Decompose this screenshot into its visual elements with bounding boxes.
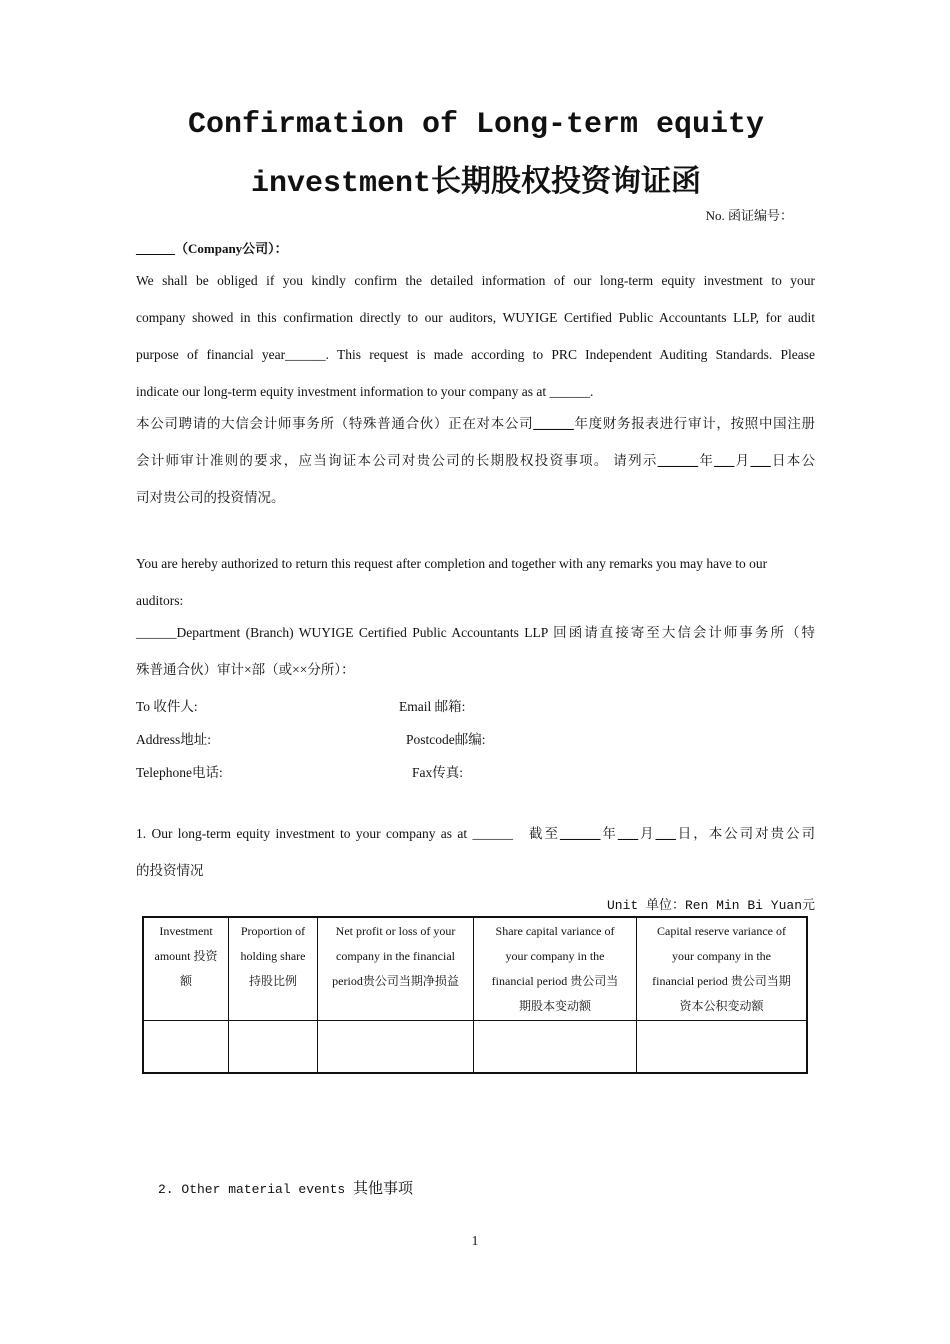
header-text: financial period 贵公司当: [491, 974, 619, 988]
section-1-text: 日，本公司对贵公司: [675, 826, 816, 841]
intro-cn-blank: ___: [750, 453, 771, 468]
intro-en-line: purpose of financial year______. This request is made according to PRC Independent Auditing Standards. Please: [136, 347, 815, 362]
section-1-line-2: 的投资情况: [136, 863, 204, 878]
section-1-text: 年: [600, 826, 618, 841]
header-text: 额: [179, 974, 192, 988]
header-text: 期股本变动额: [518, 999, 591, 1013]
email-label: Email 邮箱:: [399, 699, 466, 714]
addressee: [136, 238, 288, 257]
section-1-line-1: [136, 815, 815, 852]
title-en: investment: [250, 167, 432, 201]
header-text: Share capital variance of: [495, 924, 615, 938]
intro-cn-line-2: [136, 442, 815, 479]
authorize-line: auditors:: [136, 593, 184, 608]
cell-capital-reserve-variance[interactable]: [637, 1021, 808, 1074]
addressee-suffix: （Company公司）：: [175, 241, 288, 256]
header-capital-reserve-variance: [637, 917, 808, 1021]
fax-label: Fax传真:: [412, 765, 464, 780]
header-investment-amount: [143, 917, 229, 1021]
section-1-text: 1. Our long-term equity investment to your company as at ______ 截至: [136, 826, 560, 841]
section-1-blank: ___: [617, 826, 639, 841]
postcode-label: Postcode邮编:: [406, 732, 486, 747]
cell-net-profit[interactable]: [318, 1021, 474, 1074]
header-text: amount 投资: [154, 949, 218, 963]
intro-en-line: company showed in this confirmation directly to our auditors, WUYIGE Certified Public Accountants LLP, for audit: [136, 310, 815, 325]
header-text: financial period 贵公司当期: [652, 974, 791, 988]
telephone-label: Telephone电话:: [136, 765, 223, 780]
section-2-en: 2. Other material events: [158, 1182, 354, 1197]
section-1-text: 月: [638, 826, 656, 841]
authorize-line: You are hereby authorized to return this request after completion and together with any remarks you may have to our: [136, 556, 768, 571]
intro-cn-text: 本公司聘请的大信会计师事务所（特殊普通合伙）正在对本公司: [136, 416, 534, 431]
header-proportion: [229, 917, 318, 1021]
header-text: Net profit or loss of your: [335, 924, 456, 938]
title-line-1: Confirmation of Long-term equity: [187, 108, 765, 142]
recipient-label: To 收件人:: [136, 699, 198, 714]
table-row: [143, 1021, 807, 1074]
section-1-blank: ___: [655, 826, 676, 841]
header-net-profit: [318, 917, 474, 1021]
title-line-2: [136, 156, 816, 201]
intro-cn-line-3: 司对贵公司的投资情况。: [136, 490, 285, 505]
authorization-text: [136, 545, 815, 619]
header-text: your company in the: [672, 949, 771, 963]
header-text: Investment: [159, 924, 213, 938]
intro-cn-blank: ___: [714, 453, 735, 468]
table-header-row: [143, 917, 807, 1021]
intro-en-line: We shall be obliged if you kindly confirm the detailed information of our long-term equity investment to your: [136, 273, 815, 288]
intro-english: [136, 262, 815, 410]
cell-investment-amount[interactable]: [143, 1021, 229, 1074]
document-number: No. 函证编号：: [705, 208, 793, 223]
header-text: period贵公司当期净损益: [332, 974, 459, 988]
section-2-heading: [158, 1177, 413, 1198]
intro-cn-line-1: [136, 405, 815, 442]
cell-share-capital-variance[interactable]: [474, 1021, 637, 1074]
intro-cn-text: 日本公: [770, 453, 816, 468]
intro-cn-text: 月: [734, 453, 751, 468]
department-text: [136, 614, 815, 688]
intro-cn-text: 会计师审计准则的要求，应当询证本公司对贵公司的长期股权投资事项。 请列示: [136, 453, 658, 468]
intro-cn-text: 年度财务报表进行审计，按照中国注册: [573, 416, 816, 431]
title-cn: 长期股权投资询证函: [431, 164, 702, 199]
intro-chinese: [136, 405, 815, 516]
header-share-capital-variance: [474, 917, 637, 1021]
header-text: Capital reserve variance of: [657, 924, 786, 938]
section-1-blank: ______: [559, 826, 601, 841]
header-text: Proportion of: [240, 924, 306, 938]
addressee-blank: ______: [136, 241, 175, 256]
unit-label: Unit 单位：Ren Min Bi Yuan元: [606, 898, 815, 913]
intro-cn-blank: ______: [533, 416, 574, 431]
header-text: 资本公积变动额: [679, 999, 764, 1013]
header-text: company in the financial: [336, 949, 455, 963]
section-2-cn: 其他事项: [353, 1179, 414, 1197]
section-1-heading: [136, 815, 815, 889]
header-text: holding share: [240, 949, 306, 963]
header-text: 持股比例: [248, 974, 297, 988]
department-line: ______Department (Branch) WUYIGE Certified Public Accountants LLP 回函请直接寄至大信会计师事务所（特: [136, 625, 815, 640]
investment-table: [142, 916, 808, 1074]
department-line: 殊普通合伙）审计×部（或××分所）：: [136, 662, 355, 677]
intro-en-line: indicate our long-term equity investment information to your company as at ______.: [136, 384, 594, 399]
address-label: Address地址:: [136, 732, 211, 747]
page-number: 1: [471, 1233, 479, 1248]
intro-cn-text: 年: [698, 453, 715, 468]
header-text: your company in the: [505, 949, 605, 963]
cell-proportion[interactable]: [229, 1021, 318, 1074]
intro-cn-blank: ______: [657, 453, 699, 468]
